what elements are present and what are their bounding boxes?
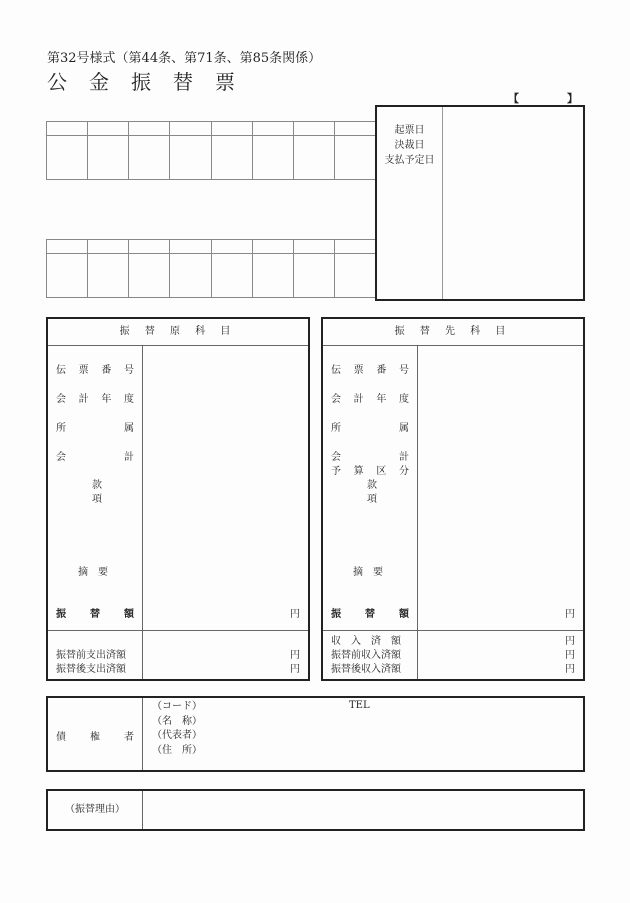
title-char: 票: [215, 70, 235, 94]
post-transfer-revenue-label: 振替後収入済額: [331, 664, 401, 675]
stamp-header-cell[interactable]: [293, 122, 334, 136]
stamp-cell[interactable]: [47, 254, 88, 298]
budget-class-label: 予 算 区 分: [331, 466, 409, 477]
stamp-header-cell[interactable]: [211, 122, 252, 136]
bracket-close: 】: [567, 92, 578, 105]
date-value-field[interactable]: [444, 107, 583, 299]
stamp-header-cell[interactable]: [252, 122, 293, 136]
kan-label: 款: [92, 480, 102, 491]
stamp-cell[interactable]: [211, 254, 252, 298]
issue-date-label: 起票日: [394, 125, 425, 136]
fiscal-year-label: 会 計 年 度: [56, 394, 134, 405]
yen-unit: 円: [290, 650, 300, 661]
stamp-cell[interactable]: [334, 254, 375, 298]
destination-account-panel: [321, 317, 585, 681]
representative-label: （代表者）: [152, 730, 202, 741]
title-char: 振: [131, 70, 151, 94]
stamp-cell[interactable]: [129, 136, 170, 180]
payment-date-label: 支払予定日: [384, 155, 435, 166]
title-char: 公: [47, 70, 67, 94]
transfer-amount-label: 振 替 額: [331, 609, 409, 620]
source-account-panel: [46, 317, 310, 681]
stamp-cell[interactable]: [170, 136, 211, 180]
transfer-reason-label: （振替理由）: [48, 791, 143, 829]
pre-transfer-revenue-label: 振替前収入済額: [331, 650, 401, 661]
destination-details-field[interactable]: [419, 346, 583, 630]
name-label: （名 称）: [152, 715, 202, 727]
stamp-header-cell[interactable]: [129, 122, 170, 136]
creditor-section: [46, 696, 585, 772]
tel-label: TEL: [349, 700, 370, 711]
code-label: （コード）: [152, 701, 202, 712]
stamp-cell[interactable]: [293, 254, 334, 298]
address-label: （住 所）: [152, 744, 202, 756]
stamp-cell[interactable]: [252, 254, 293, 298]
stamp-header-cell[interactable]: [170, 122, 211, 136]
stamp-header-cell[interactable]: [88, 122, 129, 136]
stamp-header-cell[interactable]: [88, 240, 129, 254]
stamp-header-cell[interactable]: [47, 122, 88, 136]
stamp-header-cell[interactable]: [334, 122, 375, 136]
creditor-label: 債 権 者: [56, 732, 134, 743]
yen-unit: 円: [565, 636, 575, 647]
stamp-header-cell[interactable]: [170, 240, 211, 254]
yen-unit: 円: [290, 609, 300, 620]
yen-unit: 円: [565, 664, 575, 675]
stamp-cell[interactable]: [211, 136, 252, 180]
transfer-reason-section: [46, 789, 585, 831]
kou-label: 項: [92, 494, 102, 505]
pre-transfer-expenditure-label: 振替前支出済額: [56, 650, 126, 661]
transfer-reason-field[interactable]: [144, 791, 583, 829]
stamp-header-cell[interactable]: [129, 240, 170, 254]
stamp-cell[interactable]: [334, 136, 375, 180]
stamp-cell[interactable]: [47, 136, 88, 180]
stamp-cell[interactable]: [88, 254, 129, 298]
stamp-cell[interactable]: [129, 254, 170, 298]
account-label: 会 計: [331, 452, 409, 463]
department-label: 所 属: [56, 423, 134, 434]
stamp-header-cell[interactable]: [334, 240, 375, 254]
title-char: 替: [173, 70, 193, 94]
approval-stamp-grid-top: [46, 121, 376, 180]
kan-label: 款: [367, 480, 377, 491]
bracket-open: 【: [508, 92, 519, 105]
stamp-cell[interactable]: [252, 136, 293, 180]
stamp-header-cell[interactable]: [252, 240, 293, 254]
fiscal-year-label: 会 計 年 度: [331, 394, 409, 405]
slip-number-label: 伝 票 番 号: [331, 365, 409, 376]
stamp-header-cell[interactable]: [47, 240, 88, 254]
post-transfer-expenditure-label: 振替後支出済額: [56, 664, 126, 675]
stamp-cell[interactable]: [293, 136, 334, 180]
stamp-header-cell[interactable]: [293, 240, 334, 254]
panel-title: 振 替 先 科 目: [323, 319, 583, 346]
form-code: 第32号様式（第44条、第71条、第85条関係）: [47, 51, 322, 66]
approval-stamp-grid-bottom: [46, 239, 376, 298]
stamp-cell[interactable]: [88, 136, 129, 180]
creditor-fields[interactable]: [152, 700, 202, 758]
date-box: [375, 105, 585, 301]
revenue-received-label: 収 入 済 額: [331, 636, 401, 647]
panel-title: 振 替 原 科 目: [48, 319, 308, 346]
kou-label: 項: [367, 494, 377, 505]
department-label: 所 属: [331, 423, 409, 434]
yen-unit: 円: [565, 609, 575, 620]
yen-unit: 円: [565, 650, 575, 661]
summary-label: 摘 要: [78, 567, 108, 578]
summary-label: 摘 要: [353, 567, 383, 578]
stamp-cell[interactable]: [170, 254, 211, 298]
account-label: 会 計: [56, 452, 134, 463]
page-title: [47, 66, 257, 95]
source-details-field[interactable]: [144, 346, 308, 630]
approval-date-label: 決裁日: [394, 140, 425, 151]
title-char: 金: [89, 70, 109, 94]
yen-unit: 円: [290, 664, 300, 675]
stamp-header-cell[interactable]: [211, 240, 252, 254]
transfer-amount-label: 振 替 額: [56, 609, 134, 620]
slip-number-label: 伝 票 番 号: [56, 365, 134, 376]
